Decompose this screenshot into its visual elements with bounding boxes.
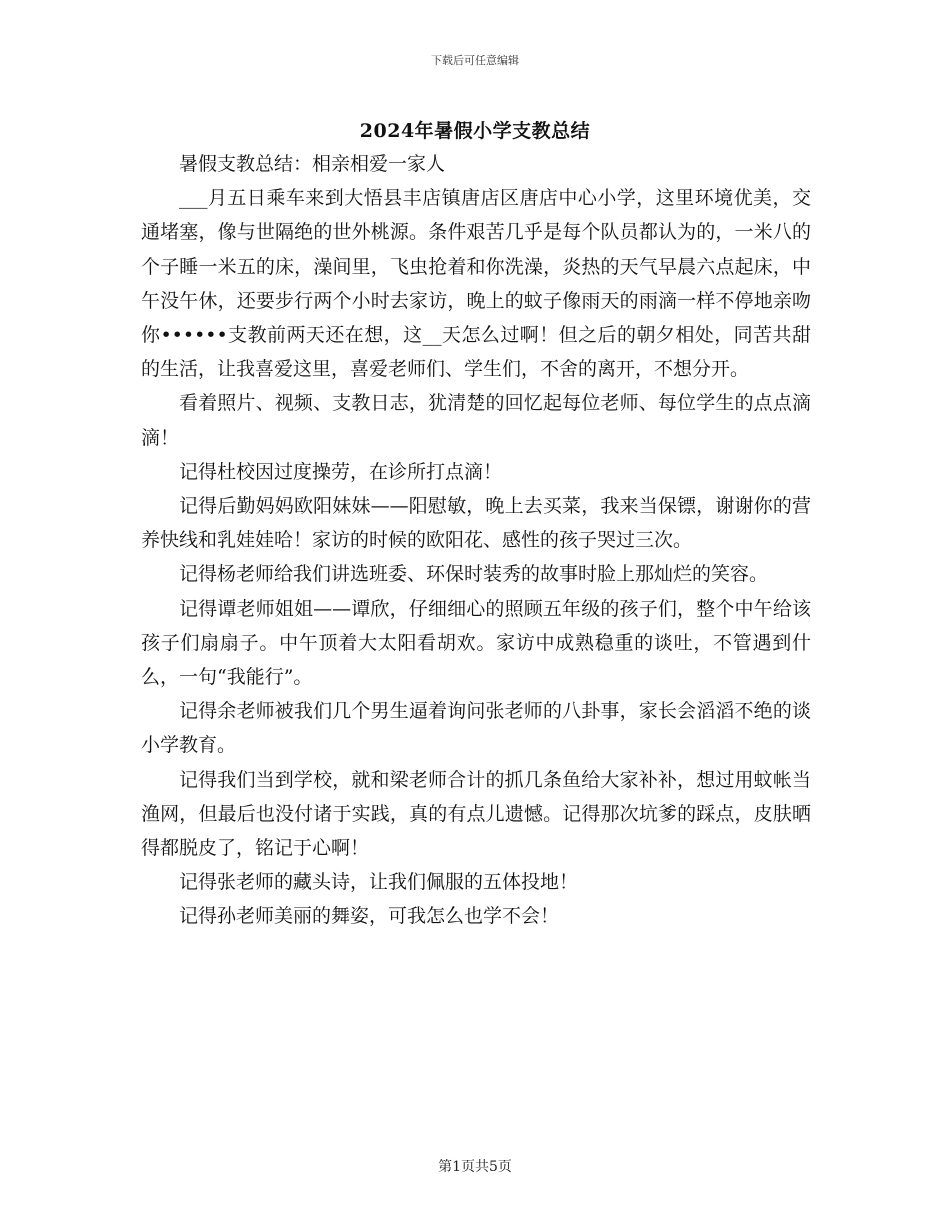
paragraph: 记得孙老师美丽的舞姿，可我怎么也学不会！ [179, 905, 560, 928]
paragraph: 记得我们当到学校，就和梁老师合计的抓几条鱼给大家补补，想过用蚊帐当渔网，但最后也没付诸于实践，真的有点儿遗憾。记得那次坑爹的踩点，皮肤晒得都脱皮了，铭记于心啊！ [141, 768, 811, 860]
document-title: 2024年暑假小学支教总结 [359, 120, 591, 142]
paragraph: 看着照片、视频、支教日志，犹清楚的回忆起每位老师、每位学生的点点滴滴！ [141, 392, 811, 449]
paragraph: 记得杨老师给我们讲选班委、环保时装秀的故事时脸上那灿烂的笑容。 [179, 563, 769, 586]
paragraph: 记得张老师的藏头诗，让我们佩服的五体投地！ [179, 871, 579, 894]
paragraph: 记得余老师被我们几个男生逼着询问张老师的八卦事，家长会滔滔不绝的谈小学教育。 [141, 700, 811, 757]
paragraph: 记得后勤妈妈欧阳妹妹——阳慰敏，晚上去买菜，我来当保镖，谢谢你的营养快线和乳娃娃哈！家访的时候的欧阳花、感性的孩子哭过三次。 [141, 495, 811, 552]
page-header: 下载后可任意编辑 [431, 54, 519, 67]
paragraph: ___月五日乘车来到大悟县丰店镇唐店区唐店中心小学，这里环境优美，交通堵塞，像与世隔绝的世外桃源。条件艰苦几乎是每个队员都认为的，一米八的个子睡一米五的床，澡间里，飞虫抢着和你洗澡，炎热的天气早晨六点起床，中午没午休，还要步行两个小时去家访，晚上的蚊子像雨天的雨滴一样不停地亲吻你••••••支教前两天还在想，这__天怎么过啊！但之后的朝夕相处，同苦共甜的生活，让我喜爱这里，喜爱老师们、学生们，不舍的离开，不想分开。 [141, 187, 811, 381]
page-footer: 第1页共5页 [438, 1159, 512, 1175]
paragraph: 记得杜校因过度操劳，在诊所打点滴！ [179, 460, 503, 483]
paragraph: 暑假支教总结：相亲相爱一家人 [179, 153, 446, 175]
paragraph: 记得谭老师姐姐——谭欣，仔细细心的照顾五年级的孩子们，整个中午给该孩子们扇扇子。中午顶着大太阳看胡欢。家访中成熟稳重的谈吐，不管遇到什么，一句“我能行”。 [141, 597, 811, 689]
document-body [141, 147, 811, 934]
